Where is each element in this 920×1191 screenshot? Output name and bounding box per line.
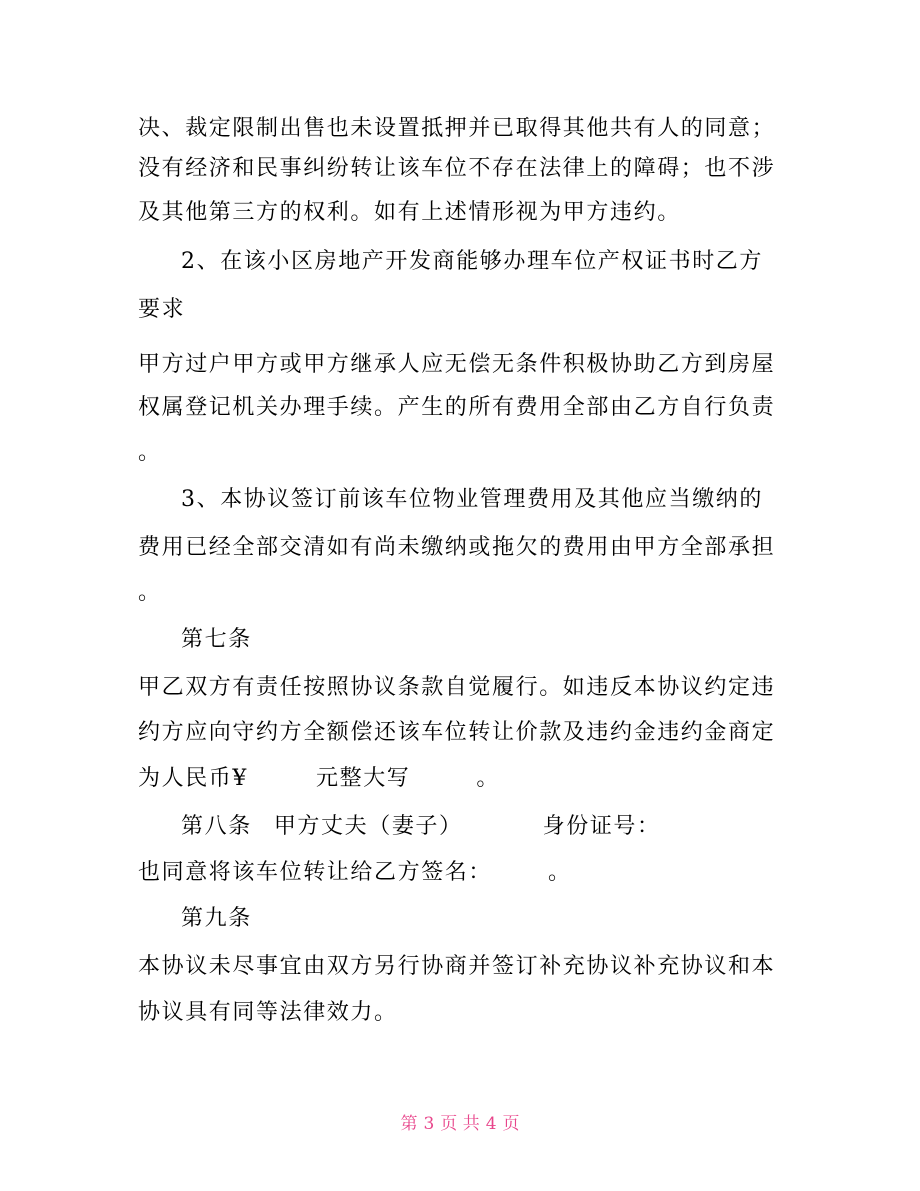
- text-line: 。: [138, 580, 162, 605]
- article-8-title: 第八条: [181, 814, 252, 839]
- article-7-title: 第七条: [181, 627, 252, 652]
- text-line: 本协议未尽事宜由双方另行协商并签订补充协议补充协议和本: [138, 954, 776, 979]
- price-label: 为人民币¥: [138, 766, 248, 791]
- footer-total-pages: 4: [485, 1114, 497, 1134]
- sign-line: [138, 858, 572, 888]
- text-line: 甲乙双方有责任按照协议条款自觉履行。如违反本协议约定违: [138, 675, 776, 700]
- text-line: 没有经济和民事纠纷转让该车位不存在法律上的障碍；也不涉: [138, 156, 776, 181]
- text-line: 要求: [138, 297, 186, 322]
- text-line: 及其他第三方的权利。如有上述情形视为甲方违约。: [138, 200, 681, 225]
- sign-end: 。: [548, 860, 572, 885]
- sign-label: 也同意将该车位转让给乙方签名：: [138, 860, 493, 885]
- article-9-title: 第九条: [181, 906, 252, 931]
- price-unit-label: 元整大写: [316, 766, 411, 791]
- footer-prefix: 第: [400, 1114, 418, 1134]
- text-line: 甲方过户甲方或甲方继承人应无偿无条件积极协助乙方到房屋: [138, 352, 776, 377]
- text-line: 。: [138, 440, 162, 465]
- text-line: 协议具有同等法律效力。: [138, 1000, 398, 1025]
- article-8-line: [181, 812, 661, 842]
- footer-suffix: 页: [502, 1114, 520, 1134]
- spouse-label: 甲方丈夫（妻子）: [273, 814, 463, 839]
- text-line: 决、裁定限制出售也未设置抵押并已取得其他共有人的同意；: [138, 116, 776, 141]
- text-line: 费用已经全部交清如有尚未缴纳或拖欠的费用由甲方全部承担: [138, 535, 776, 560]
- price-line: [138, 764, 500, 794]
- page-footer: [0, 1112, 920, 1136]
- footer-middle: 页 共: [440, 1114, 480, 1134]
- text-line: 约方应向守约方全额偿还该车位转让价款及违约金违约金商定: [138, 720, 776, 745]
- clause-2-line: 2、在该小区房地产开发商能够办理车位产权证书时乙方: [181, 249, 763, 274]
- text-line: 权属登记机关办理手续。产生的所有费用全部由乙方自行负责: [138, 395, 776, 420]
- id-number-label: 身份证号：: [542, 814, 661, 839]
- footer-page-number: 3: [423, 1114, 435, 1134]
- clause-3-line: 3、本协议签订前该车位物业管理费用及其他应当缴纳的: [181, 487, 763, 512]
- price-end: 。: [476, 766, 501, 791]
